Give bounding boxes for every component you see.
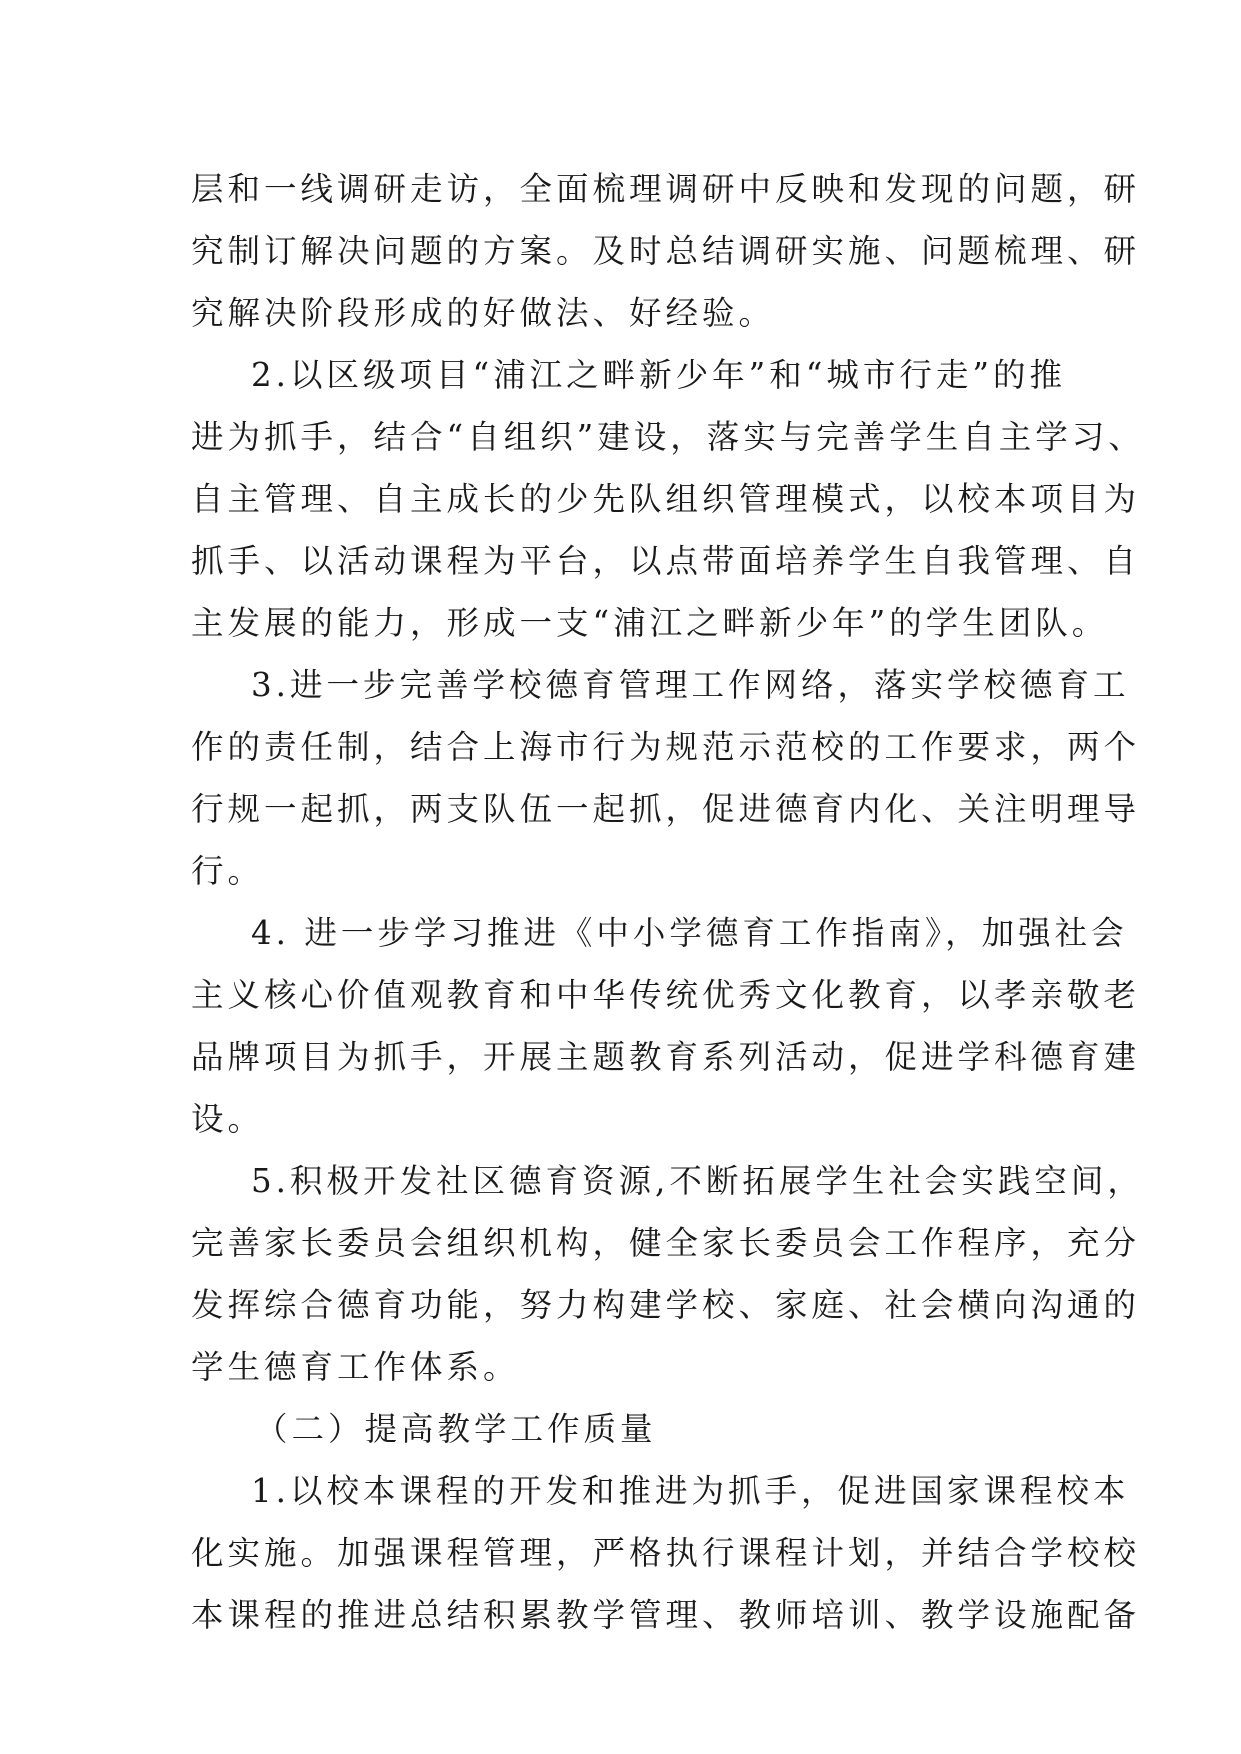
text-line: 主发展的能力，形成一支“浦江之畔新少年”的学生团队。 [191,604,1109,642]
body-text [191,158,1145,1646]
paragraph-start-line: 4. 进一步学习推进《中小学德育工作指南》，加强社会 [251,914,1128,952]
text-line: 主义核心价值观教育和中华传统优秀文化教育，以孝亲敬老 [191,976,1141,1014]
text-line: 进为抓手，结合“自组织”建设，落实与完善学生自主学习、 [191,418,1145,456]
text-line: 自主管理、自主成长的少先队组织管理模式，以校本项目为 [191,480,1141,518]
text-line: 本课程的推进总结积累教学管理、教师培训、教学设施配备 [191,1596,1141,1634]
text-line: 行规一起抓，两支队伍一起抓，促进德育内化、关注明理导 [191,790,1141,828]
text-line: 行。 [191,852,265,890]
paragraph-start-line: 2.以区级项目“浦江之畔新少年”和“城市行走”的推 [251,356,1066,394]
text-line: 究制订解决问题的方案。及时总结调研实施、问题梳理、研 [191,232,1141,270]
text-line: 究解决阶段形成的好做法、好经验。 [191,294,776,332]
text-line: 完善家长委员会组织机构，健全家长委员会工作程序，充分 [191,1224,1141,1262]
section-heading: （二）提高教学工作质量 [255,1410,657,1448]
paragraph-start-line: 3.进一步完善学校德育管理工作网络，落实学校德育工 [251,666,1130,704]
paragraph-start-line: 5.积极开发社区德育资源,不断拓展学生社会实践空间， [251,1162,1144,1200]
text-line: 层和一线调研走访，全面梳理调研中反映和发现的问题，研 [191,170,1141,208]
paragraph-start-line: 1.以校本课程的开发和推进为抓手，促进国家课程校本 [251,1472,1130,1510]
text-line: 化实施。加强课程管理，严格执行课程计划，并结合学校校 [191,1534,1141,1572]
text-line: 作的责任制，结合上海市行为规范示范校的工作要求，两个 [191,728,1141,766]
text-line: 学生德育工作体系。 [191,1348,520,1386]
text-line: 品牌项目为抓手，开展主题教育系列活动，促进学科德育建 [191,1038,1141,1076]
text-line: 设。 [191,1100,265,1138]
text-line: 抓手、以活动课程为平台，以点带面培养学生自我管理、自 [191,542,1141,580]
text-line: 发挥综合德育功能，努力构建学校、家庭、社会横向沟通的 [191,1286,1141,1324]
